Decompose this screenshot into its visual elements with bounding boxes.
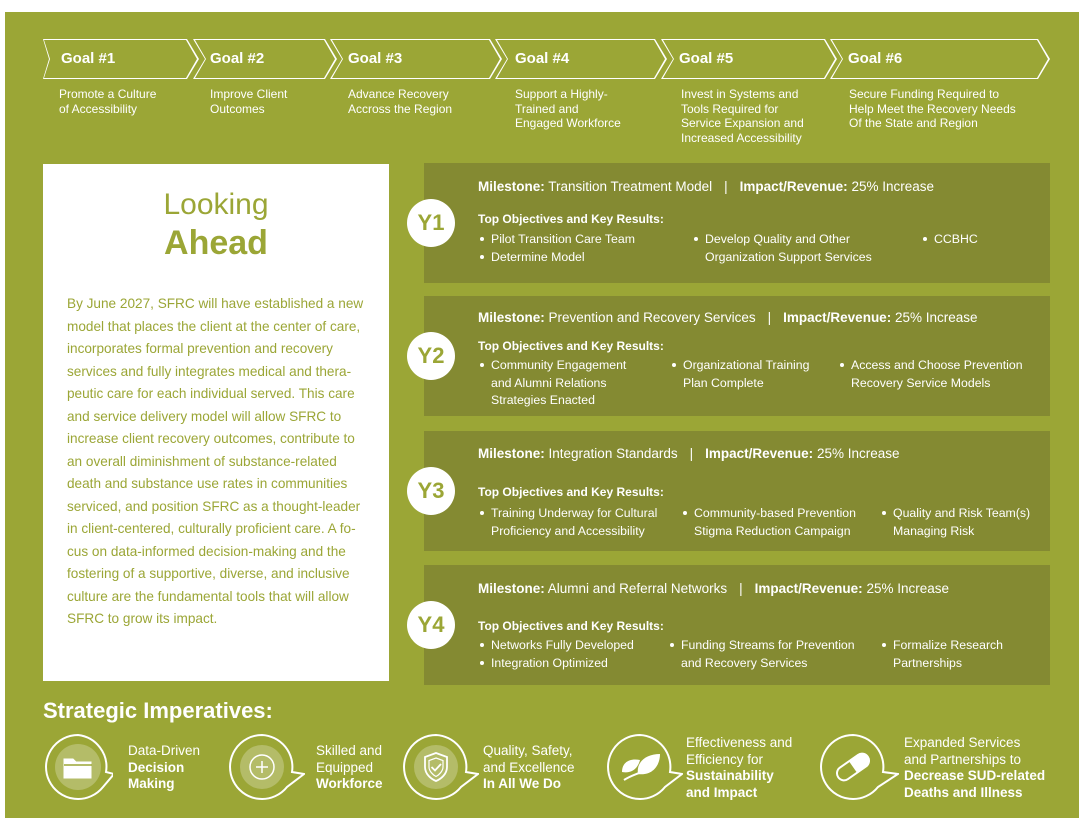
- goal-title: Goal #6: [848, 50, 903, 67]
- okr-heading: Top Objectives and Key Results:: [478, 212, 664, 226]
- goal-description: Promote a Culture of Accessibility: [59, 87, 157, 116]
- okr-item: Quality and Risk Team(s) Managing Risk: [880, 505, 1030, 540]
- milestone-line: Milestone: Prevention and Recovery Services | Impact/Revenue: 25% Increase: [478, 310, 978, 325]
- goal-title: Goal #5: [679, 50, 734, 67]
- leaf-icon: [618, 750, 664, 784]
- okr-item: Community-based Prevention Stigma Reduction Campaign: [681, 505, 856, 540]
- okr-item: CCBHC: [921, 231, 978, 249]
- okr-item: Funding Streams for Prevention and Recovery Services: [668, 637, 855, 672]
- looking-ahead-card: [43, 164, 389, 681]
- okr-item: Develop Quality and Other Organization Support Services: [692, 231, 872, 266]
- imperative-label: Expanded Services and Partnerships to Decrease SUD-related Deaths and Illness: [904, 735, 1046, 800]
- okr-item: Networks Fully Developed: [478, 637, 634, 655]
- goal-5: [661, 39, 837, 79]
- imperative-quality-safety: [401, 732, 596, 802]
- okr-item: Community Engagement and Alumni Relations Strategies Enacted: [478, 357, 626, 410]
- okr-item: Integration Optimized: [478, 655, 608, 673]
- goal-1: [43, 39, 199, 79]
- milestone-line: Milestone: Transition Treatment Model | Impact/Revenue: 25% Increase: [478, 179, 934, 194]
- imperative-skilled-workforce: [227, 732, 397, 802]
- goal-3: [330, 39, 502, 79]
- okr-heading: Top Objectives and Key Results:: [478, 485, 664, 499]
- goal-description: Support a Highly- Trained and Engaged Workforce: [515, 87, 621, 130]
- goal-6: [830, 39, 1050, 79]
- okr-item: Access and Choose Prevention Recovery Service Models: [838, 357, 1023, 392]
- goal-title: Goal #4: [515, 50, 570, 67]
- goal-4: [495, 39, 667, 79]
- year-badge: Y2: [407, 332, 455, 380]
- pill-icon: [832, 751, 874, 783]
- okr-item: Organizational Training Plan Complete: [670, 357, 809, 392]
- year-panel-y4: [417, 565, 1050, 685]
- okr-heading: Top Objectives and Key Results:: [478, 339, 664, 353]
- looking-ahead-title-line1: Looking: [163, 188, 269, 221]
- goal-description: Secure Funding Required to Help Meet the Recovery Needs Of the State and Region: [849, 87, 1016, 130]
- okr-item: Formalize Research Partnerships: [880, 637, 1003, 672]
- year-panel-y2: [417, 296, 1050, 416]
- goal-description: Improve Client Outcomes: [210, 87, 288, 116]
- imperative-label: Quality, Safety, and Excellence In All We Do: [483, 743, 575, 791]
- shield-check-icon: [422, 751, 450, 783]
- imperative-label: Data-Driven Decision Making: [128, 743, 201, 791]
- goal-description: Invest in Systems and Tools Required for Service Expansion and Increased Accessibility: [681, 87, 804, 145]
- goal-description: Advance Recovery Accross the Region: [348, 87, 453, 116]
- year-badge: Y4: [407, 601, 455, 649]
- goal-title: Goal #1: [61, 50, 116, 67]
- year-panel-y3: [417, 431, 1050, 551]
- imperative-label: Skilled and Equipped Workforce: [316, 743, 383, 791]
- imperative-data-driven: [43, 732, 223, 802]
- imperative-expanded-services: [815, 732, 1065, 802]
- looking-ahead-title-line2: Ahead: [164, 224, 268, 262]
- looking-ahead-body: By June 2027, SFRC will have established a new model that places the client at the center of care, incorporates formal prevention and recovery services and fully integrates medical and thera-peutic care for each individual served. This care and service delivery model will allow SFRC to increase client recovery outcomes, contribute to an overall diminishment of substance-related death and substance use rates in communities serviced, and position SFRC as a thought-leader in client-centered, culturally proficient care. A fo-cus on data-informed decision-making and the fostering of a supportive, diverse, and inclusive culture are the fundamental tools that will allow SFRC to grow its impact.: [67, 296, 364, 626]
- milestone-line: Milestone: Integration Standards | Impact/Revenue: 25% Increase: [478, 446, 900, 461]
- infographic-canvas: [5, 12, 1079, 818]
- folder-icon: [62, 754, 94, 780]
- milestone-line: Milestone: Alumni and Referral Networks | Impact/Revenue: 25% Increase: [478, 581, 949, 596]
- year-panel-y1: [417, 163, 1050, 283]
- goal-2: [193, 39, 337, 79]
- year-badge: Y3: [407, 467, 455, 515]
- strategic-imperatives-title: Strategic Imperatives:: [43, 698, 273, 723]
- goal-title: Goal #3: [348, 50, 403, 67]
- imperative-label: Effectiveness and Efficiency for Sustainability and Impact: [686, 735, 793, 800]
- okr-item: Training Underway for Cultural Proficiency and Accessibility: [478, 505, 657, 540]
- okr-item: Determine Model: [478, 249, 585, 267]
- okr-item: Pilot Transition Care Team: [478, 231, 635, 249]
- year-badge: Y1: [407, 199, 455, 247]
- goal-title: Goal #2: [210, 50, 265, 67]
- okr-heading: Top Objectives and Key Results:: [478, 619, 664, 633]
- person-plus-icon: [247, 752, 277, 782]
- imperative-effectiveness: [603, 732, 813, 802]
